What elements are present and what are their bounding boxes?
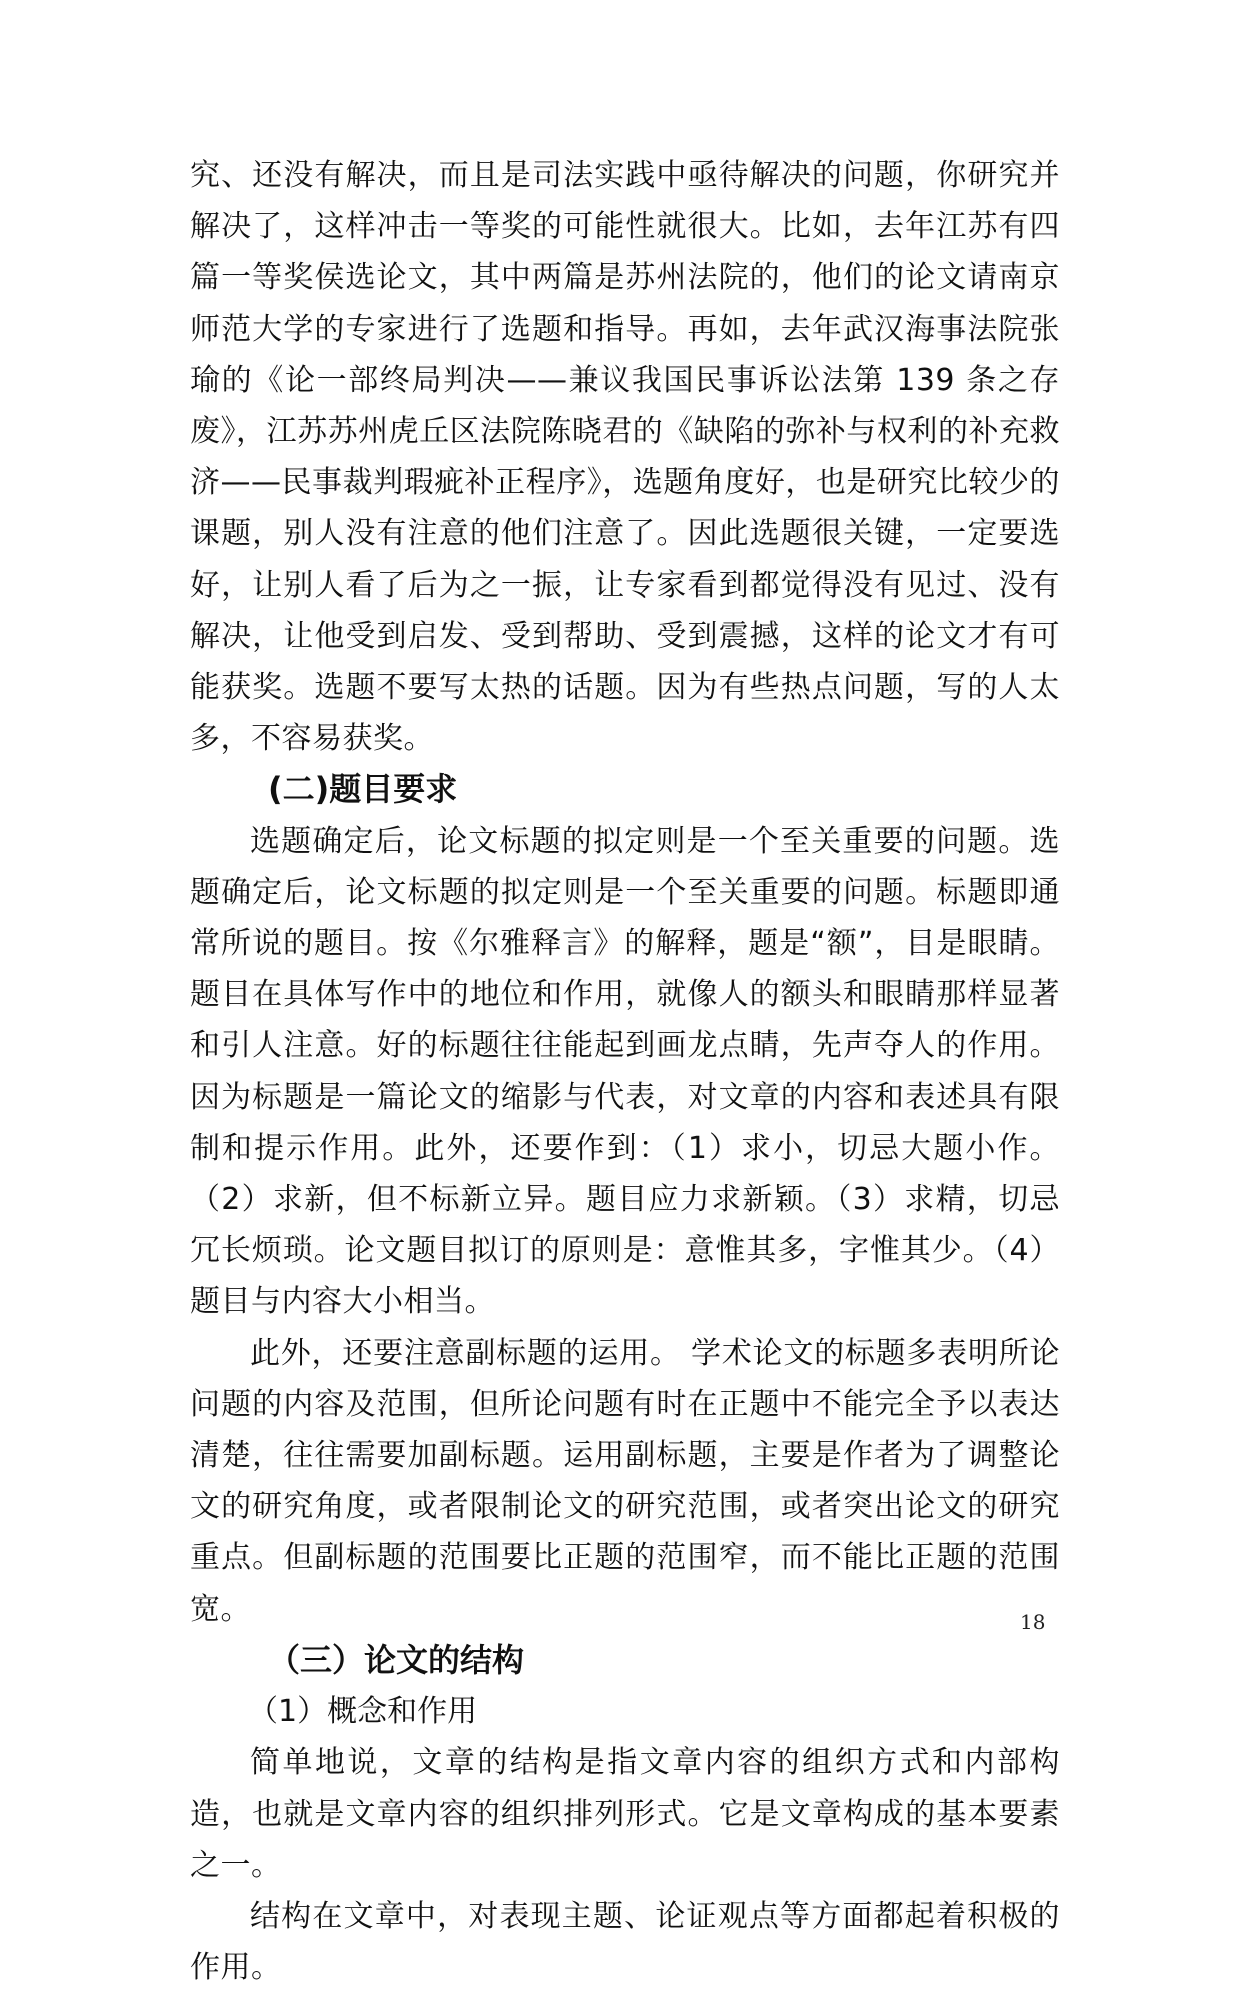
section-heading-3: （三）论文的结构 xyxy=(268,1640,525,1679)
paragraph-3: 此外，还要注意副标题的运用。 学术论文的标题多表明所论问题的内容及范围，但所论问题有时在正题中不能完全予以表达清楚，往往需要加副标题。运用副标题，主要是作者为了调整论文的研究角度，或者限制论文的研究范围，或者突出论文的研究重点。但副标题的范围要比正题的范围窄，而不能比正题的范围宽。 xyxy=(190,1335,1060,1627)
subheading-1: （1）概念和作用 xyxy=(248,1694,478,1730)
paragraph-2: 选题确定后，论文标题的拟定则是一个至关重要的问题。选题确定后，论文标题的拟定则是一个至关重要的问题。标题即通常所说的题目。按《尔雅释言》的解释，题是“额”，目是眼睛。题目在具体写作中的地位和作用，就像人的额头和眼睛那样显著和引人注意。好的标题往往能起到画龙点睛，先声夺人的作用。因为标题是一篇论文的缩影与代表，对文章的内容和表述具有限制和提示作用。此外，还要作到：（1）求小，切忌大题小作。（2）求新，但不标新立异。题目应力求新颖。（3）求精，切忌冗长烦琐。论文题目拟订的原则是：意惟其多，字惟其少。（4）题目与内容大小相当。 xyxy=(190,823,1060,1320)
paragraph-4: 简单地说，文章的结构是指文章内容的组织方式和内部构造，也就是文章内容的组织排列形式。它是文章构成的基本要素之一。 xyxy=(190,1745,1060,1883)
section-heading-2: (二)题目要求 xyxy=(268,770,458,809)
paragraph-1: 究、还没有解决，而且是司法实践中亟待解决的问题，你研究并解决了，这样冲击一等奖的可能性就很大。比如，去年江苏有四篇一等奖侯选论文，其中两篇是苏州法院的，他们的论文请南京师范大学的专家进行了选题和指导。再如，去年武汉海事法院张瑜的《论一部终局判决——兼议我国民事诉讼法第 139 条之存废》，江苏苏州虎丘区法院陈晓君的《缺陷的弥补与权利的补充救济——民事裁判瑕疵补正程序》，选题角度好，也是研究比较少的课题，别人没有注意的他们注意了。因此选题很关键，一定要选好，让别人看了后为之一振，让专家看到都觉得没有见过、没有解决，让他受到启发、受到帮助、受到震撼，这样的论文才有可能获奖。选题不要写太热的话题。因为有些热点问题，写的人太多，不容易获奖。 xyxy=(190,158,1060,757)
page-number: 18 xyxy=(1020,1610,1046,1634)
paragraph-5: 结构在文章中，对表现主题、论证观点等方面都起着积极的作用。 xyxy=(190,1898,1060,1986)
page-body xyxy=(190,150,1060,1993)
